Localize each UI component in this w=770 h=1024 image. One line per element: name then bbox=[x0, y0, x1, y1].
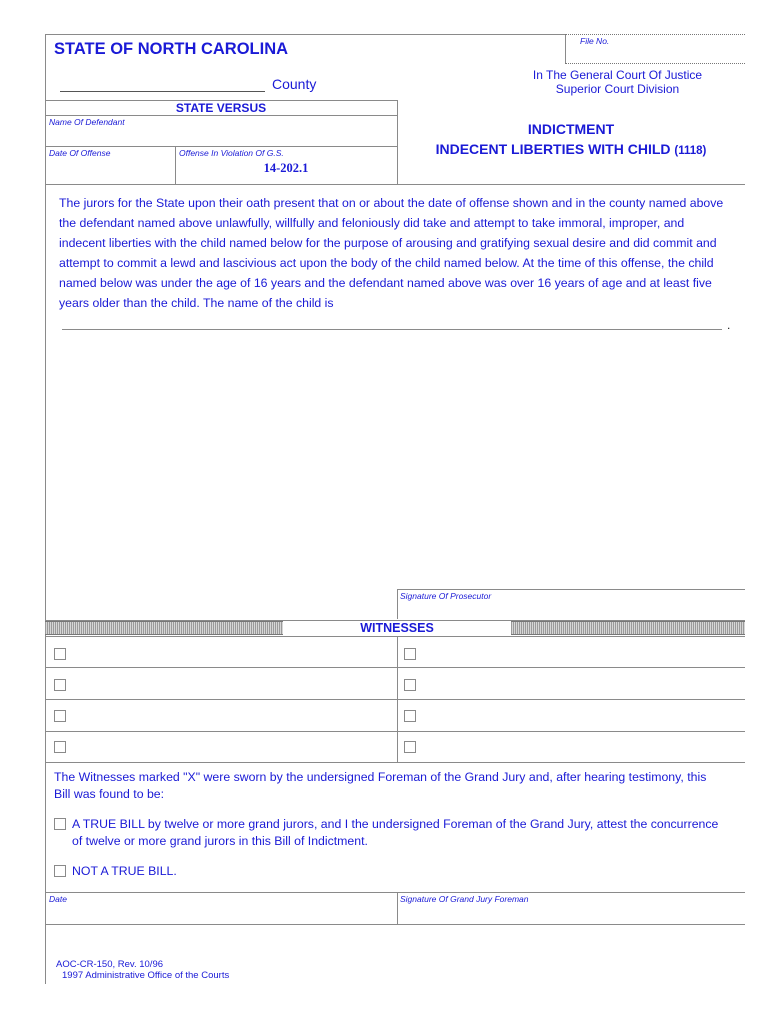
witness-name-field[interactable] bbox=[420, 705, 742, 727]
indictment-body bbox=[59, 193, 749, 313]
statute-number: 14-202.1 bbox=[263, 161, 309, 175]
prosecutor-signature-label: Signature Of Prosecutor bbox=[400, 591, 492, 601]
witnesses-heading: WITNESSES bbox=[360, 621, 434, 635]
child-name-line[interactable] bbox=[62, 329, 722, 330]
witness-name-field[interactable] bbox=[420, 673, 742, 695]
court-line-2: Superior Court Division bbox=[555, 82, 680, 96]
body-line: years older than the child. The name of the child is bbox=[59, 296, 334, 310]
state-title: STATE OF NORTH CAROLINA bbox=[54, 40, 289, 58]
witness-checkbox[interactable] bbox=[404, 648, 416, 660]
witness-name-field[interactable] bbox=[70, 673, 392, 695]
witness-name-field[interactable] bbox=[420, 736, 742, 758]
true-bill-text bbox=[72, 816, 747, 850]
signature-divider bbox=[397, 892, 398, 924]
witness-header-fill-left bbox=[45, 621, 283, 635]
witness-checkbox[interactable] bbox=[54, 679, 66, 691]
witness-name-field[interactable] bbox=[70, 705, 392, 727]
defendant-name-field[interactable] bbox=[49, 128, 394, 145]
witness-header-line bbox=[45, 636, 745, 637]
defendant-line bbox=[45, 146, 397, 147]
signature-bottom-line bbox=[45, 924, 745, 925]
true-bill-checkbox[interactable] bbox=[54, 818, 66, 830]
indictment-subtitle bbox=[397, 141, 745, 157]
prosecutor-signature-field[interactable] bbox=[400, 602, 740, 618]
child-name-period: . bbox=[727, 318, 731, 332]
witness-checkbox[interactable] bbox=[54, 710, 66, 722]
file-no-label: File No. bbox=[580, 36, 610, 46]
name-of-defendant-label: Name Of Defendant bbox=[49, 117, 125, 127]
court-line-1: In The General Court Of Justice bbox=[532, 68, 703, 82]
true-bill-line: of twelve or more grand jurors in this Bill of Indictment. bbox=[72, 834, 368, 848]
witness-row-line bbox=[45, 667, 745, 668]
body-line: the defendant named above unlawfully, willfully and feloniously did take and attempt to take immoral, improper, and bbox=[59, 216, 685, 230]
foreman-signature-label: Signature Of Grand Jury Foreman bbox=[400, 894, 529, 904]
date-of-offense-label: Date Of Offense bbox=[49, 148, 111, 158]
file-no-divider bbox=[565, 34, 566, 64]
prosecutor-signature-divider bbox=[397, 589, 398, 619]
body-line: indecent liberties with the child named below for the purpose of arousing and gratifying sexual desire and did commit and bbox=[59, 236, 717, 250]
date-label: Date bbox=[49, 894, 67, 904]
state-versus-heading: STATE VERSUS bbox=[175, 101, 267, 115]
caption-bottom-line bbox=[45, 184, 745, 185]
findings-intro-line: Bill was found to be: bbox=[54, 787, 165, 801]
witness-checkbox[interactable] bbox=[404, 741, 416, 753]
county-input-line[interactable] bbox=[60, 91, 265, 92]
not-true-bill-text: NOT A TRUE BILL. bbox=[72, 864, 177, 878]
witness-name-field[interactable] bbox=[70, 642, 392, 664]
copyright: 1997 Administrative Office of the Courts bbox=[62, 970, 230, 981]
offense-code: (1118) bbox=[674, 145, 707, 157]
witness-checkbox[interactable] bbox=[404, 710, 416, 722]
witness-row-line bbox=[45, 699, 745, 700]
witness-header-fill-right bbox=[511, 621, 745, 635]
not-true-bill-checkbox[interactable] bbox=[54, 865, 66, 877]
witness-row-line bbox=[45, 731, 745, 732]
date-of-offense-field[interactable] bbox=[49, 159, 171, 181]
county-label: County bbox=[272, 76, 317, 92]
form-top-border bbox=[45, 34, 565, 35]
body-line: The jurors for the State upon their oath present that on or about the date of offense shown and in the county named above bbox=[59, 196, 724, 210]
witness-checkbox[interactable] bbox=[54, 648, 66, 660]
findings-intro bbox=[54, 769, 744, 803]
findings-intro-line: The Witnesses marked "X" were sworn by the undersigned Foreman of the Grand Jury and, after hearing testimony, this bbox=[54, 770, 707, 784]
foreman-signature-field[interactable] bbox=[400, 905, 740, 922]
form-number: AOC-CR-150, Rev. 10/96 bbox=[56, 959, 164, 970]
indictment-title: INDICTMENT bbox=[527, 121, 615, 137]
file-no-bottom-border bbox=[565, 63, 745, 64]
signature-top-line bbox=[45, 892, 745, 893]
body-line: named below was under the age of 16 years and the defendant named above was over 16 years of age and at least five bbox=[59, 276, 712, 290]
witness-checkbox[interactable] bbox=[54, 741, 66, 753]
form-left-border bbox=[45, 34, 46, 984]
witness-checkbox[interactable] bbox=[404, 679, 416, 691]
prosecutor-signature-line bbox=[397, 589, 745, 590]
file-no-top-border bbox=[565, 34, 745, 35]
body-line: attempt to commit a lewd and lascivious act upon the body of the child named below. At the time of this offense, the child bbox=[59, 256, 714, 270]
date-field[interactable] bbox=[49, 905, 393, 922]
offense-statute-label: Offense In Violation Of G.S. bbox=[179, 148, 284, 158]
offense-name: INDECENT LIBERTIES WITH CHILD bbox=[435, 141, 671, 157]
state-versus-line bbox=[45, 115, 397, 116]
true-bill-line: A TRUE BILL by twelve or more grand jurors, and I the undersigned Foreman of the Grand Jury, attest the concurrence bbox=[72, 817, 719, 831]
witness-name-field[interactable] bbox=[70, 736, 392, 758]
witness-name-field[interactable] bbox=[420, 642, 742, 664]
witness-row-line bbox=[45, 762, 745, 763]
